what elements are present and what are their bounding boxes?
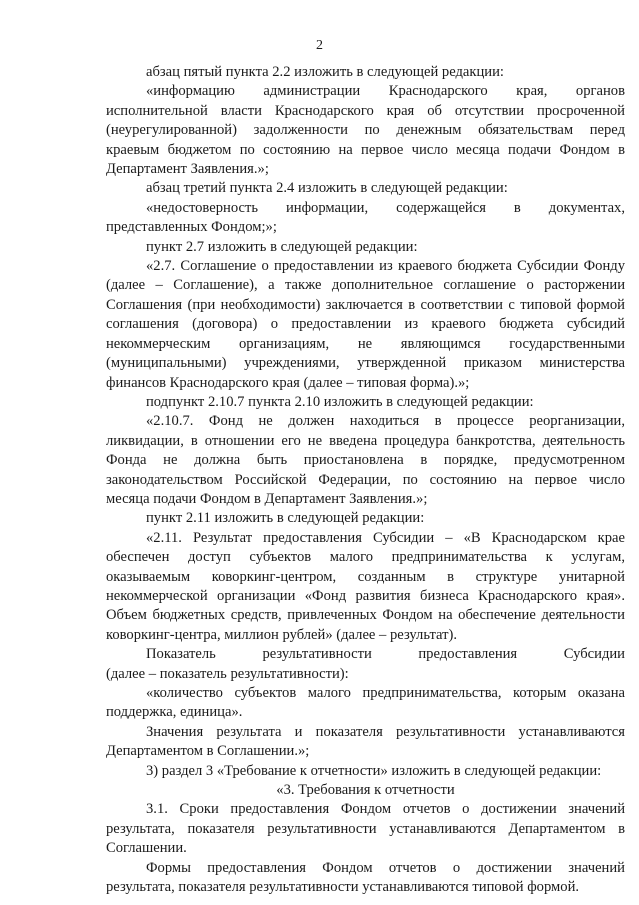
paragraph-punkt-3-1 xyxy=(106,800,625,858)
heading-line: «3. Требования к отчетности xyxy=(276,782,455,799)
text-line: ликвидации, в отношении его не введена процедура банкротства, деятельность xyxy=(106,432,625,449)
text-line: абзац пятый пункта 2.2 изложить в следующей редакции: xyxy=(146,64,504,80)
text-line: (далее – Соглашение), а также дополнительное соглашение о расторжении xyxy=(106,277,625,294)
text-line: представленных Фондом;»; xyxy=(106,219,277,236)
text-line: «недостоверность информации, содержащейся в документах, xyxy=(146,199,625,216)
text-line: Департамент Заявления.»; xyxy=(106,161,269,178)
text-line: краевым бюджетом по состоянию на первое число месяца подачи Фондом в xyxy=(106,141,625,158)
text-line: «2.10.7. Фонд не должен находиться в процессе реорганизации, xyxy=(146,413,625,430)
paragraph-punkt-2-7-intro xyxy=(106,238,625,257)
text-line: абзац третий пункта 2.4 изложить в следующей редакции: xyxy=(146,180,508,197)
text-line: месяца подачи Фондом в Департамент Заявления.»; xyxy=(106,490,428,507)
text-line: «2.11. Результат предоставления Субсидии – «В Краснодарском крае xyxy=(146,529,625,546)
paragraph-znacheniya xyxy=(106,723,625,762)
text-line: Соглашении. xyxy=(106,840,187,857)
paragraph-nedostovernost xyxy=(106,199,625,238)
paragraph-abzac-tretij xyxy=(106,179,625,198)
document-body xyxy=(106,63,625,897)
text-line: Показатель результативности предоставления Субсидии xyxy=(146,646,625,663)
text-line: «2.7. Соглашение о предоставлении из краевого бюджета Субсидии Фонду xyxy=(146,258,625,275)
text-line: 3) раздел 3 «Требование к отчетности» изложить в следующей редакции: xyxy=(146,762,602,779)
text-line: результата, показателя результативности устанавливаются Департаментом в xyxy=(106,820,625,837)
text-line: «количество субъектов малого предпринимательства, которым оказана xyxy=(146,685,625,701)
text-line: результата, показателя результативности устанавливаются типовой формой. xyxy=(106,879,580,896)
text-line: коворкинг-центра, миллион рублей» (далее – результат). xyxy=(106,626,457,643)
text-line: (неурегулированной) задолженности по денежным обязательствам перед xyxy=(106,122,625,139)
text-line: пункт 2.11 изложить в следующей редакции: xyxy=(146,510,425,527)
paragraph-podpunkt-2-10-7 xyxy=(106,412,625,509)
paragraph-podpunkt-2-10-7-intro xyxy=(106,393,625,412)
text-line: (далее – показатель результативности): xyxy=(106,665,349,682)
text-line: обеспечен доступ субъектов малого предпринимательства к услугам, xyxy=(106,549,625,566)
text-line: Значения результата и показателя результативности устанавливаются xyxy=(146,723,625,740)
paragraph-pokazatel xyxy=(106,645,625,684)
text-line: соглашения (договора) о предоставлении из краевого бюджета субсидий xyxy=(106,316,625,333)
paragraph-formy xyxy=(106,859,625,898)
text-line: исполнительной власти Краснодарского края об отсутствии просроченной xyxy=(106,102,625,119)
page-number: 2 xyxy=(316,38,323,53)
paragraph-punkt-2-11 xyxy=(106,529,625,645)
paragraph-razdel-3 xyxy=(106,762,625,781)
paragraph-informaciya xyxy=(106,82,625,179)
text-line: оказываемым коворкинг-центром, созданным в структуре унитарной xyxy=(106,568,625,585)
text-line: поддержка, единица». xyxy=(106,704,243,721)
paragraph-abzac-pyatyj xyxy=(106,63,625,82)
text-line: финансов Краснодарского края (далее – типовая форма).»; xyxy=(106,374,470,391)
text-line: подпункт 2.10.7 пункта 2.10 изложить в следующей редакции: xyxy=(146,393,534,410)
text-line: Соглашения (при необходимости) заключается в соответствии с типовой формой xyxy=(106,296,625,313)
paragraph-kolichestvo xyxy=(106,684,625,723)
text-line: Объем бюджетных средств, привлеченных Фондом на обеспечение деятельности xyxy=(106,607,625,624)
text-line: 3.1. Сроки предоставления Фондом отчетов о достижении значений xyxy=(146,801,625,818)
text-line: законодательством Российской Федерации, по состоянию на первое число xyxy=(106,471,625,488)
text-line: Департаментом в Соглашении.»; xyxy=(106,743,310,760)
text-line: Формы предоставления Фондом отчетов о достижении значений xyxy=(146,859,625,876)
paragraph-punkt-2-11-intro xyxy=(106,509,625,528)
text-line: некоммерческой организации «Фонд развития бизнеса Краснодарского края». xyxy=(106,587,625,604)
section-heading xyxy=(106,781,625,800)
paragraph-punkt-2-7 xyxy=(106,257,625,393)
text-line: некоммерческим организациям, не являющимся государственными xyxy=(106,335,625,352)
text-line: «информацию администрации Краснодарского края, органов xyxy=(146,83,625,100)
text-line: (муниципальными) учреждениями, утвержденной приказом министерства xyxy=(106,355,625,372)
text-line: пункт 2.7 изложить в следующей редакции: xyxy=(146,238,418,255)
text-line: Фонда не должна быть приостановлена в порядке, предусмотренном xyxy=(106,452,625,469)
